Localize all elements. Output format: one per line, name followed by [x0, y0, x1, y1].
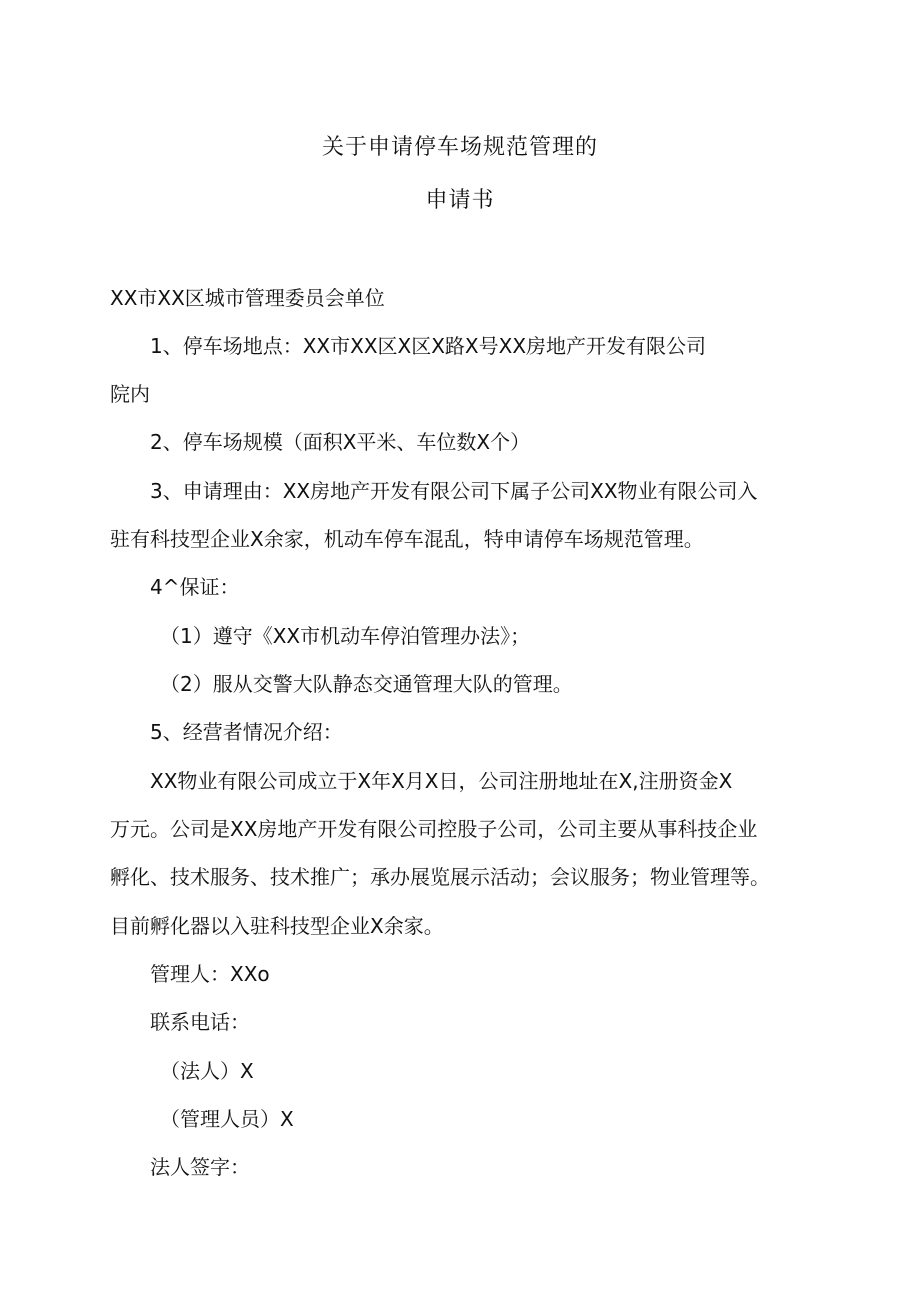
item1-line1: 1、停车场地点：XX市XX区X区X路X号XX房地产开发有限公司: [150, 334, 707, 358]
item5-heading: 5、经营者情况介绍：: [150, 720, 343, 744]
document-title-line1: 关于申请停车场规范管理的: [321, 135, 598, 160]
contact-legal: （法人）X: [160, 1059, 254, 1083]
contact-staff: （管理人员）X: [160, 1107, 294, 1131]
manager-line: 管理人：XXo: [150, 962, 270, 986]
intro-line1: XX物业有限公司成立于X年X月X日，公司注册地址在X,注册资金X: [150, 769, 733, 793]
intro-line3: 孵化、技术服务、技术推广；承办展览展示活动；会议服务；物业管理等。: [110, 865, 770, 889]
item1-line2: 院内: [110, 382, 150, 406]
contact-label: 联系电话：: [150, 1010, 250, 1034]
item4-heading: 4^保证：: [150, 575, 240, 599]
intro-line2: 万元。公司是XX房地产开发有限公司控股子公司，公司主要从事科技企业: [110, 817, 758, 841]
item2-line: 2、停车场规模（面积X平米、车位数X个）: [150, 430, 531, 454]
intro-line4: 目前孵化器以入驻科技型企业X余家。: [110, 914, 444, 938]
item4-sub2: （2）服从交警大队静态交通管理大队的管理。: [160, 672, 573, 696]
document-title-line2: 申请书: [425, 188, 495, 213]
signature-label: 法人签字：: [150, 1155, 250, 1179]
item4-sub1: （1）遵守《XX市机动车停泊管理办法》；: [160, 624, 531, 648]
recipient-line: XX市XX区城市管理委员会单位: [110, 286, 385, 310]
item3-line2: 驻有科技型企业X余家，机动车停车混乱，特申请停车场规范管理。: [110, 527, 704, 551]
item3-line1: 3、申请理由：XX房地产开发有限公司下属子公司XX物业有限公司入: [150, 479, 758, 503]
